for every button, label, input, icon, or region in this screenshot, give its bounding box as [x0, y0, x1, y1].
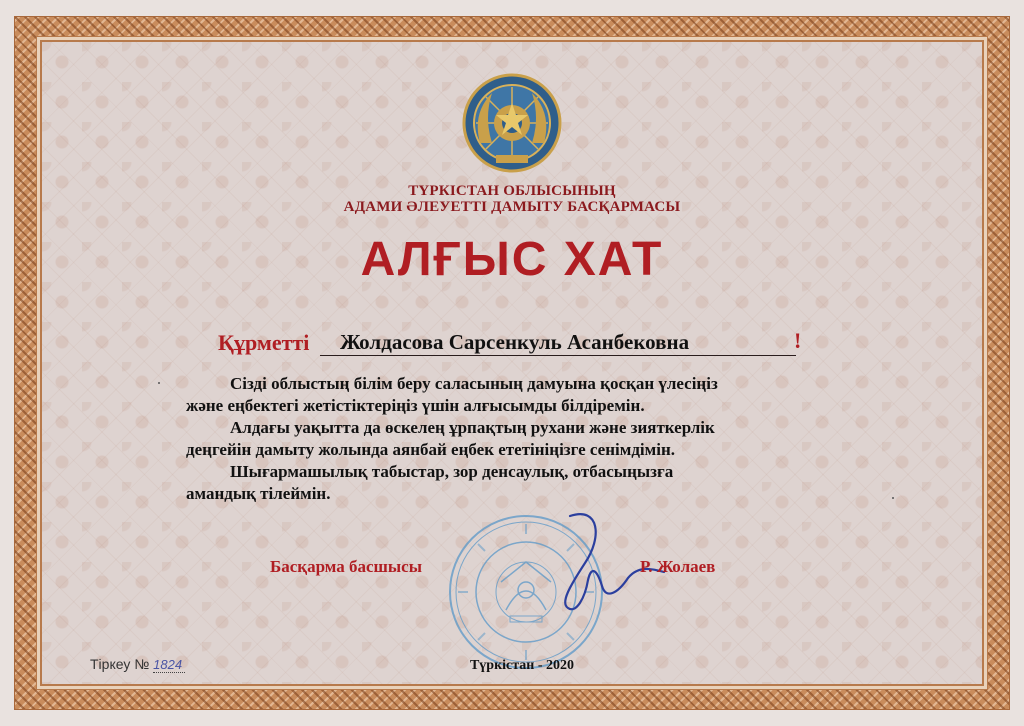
organization-line-1: ТҮРКІСТАН ОБЛЫСЫНЫҢ — [408, 183, 616, 199]
organization-line-2: АДАМИ ӘЛЕУЕТТІ ДАМЫТУ БАСҚАРМАСЫ — [343, 199, 681, 215]
place-and-year: Түркістан - 2020 — [469, 658, 575, 673]
body-line-1: Сізді облыстың білім беру саласының дамуына қосқан үлесіңіз — [230, 374, 718, 393]
body-line-2: және еңбектегі жетістіктеріңіз үшін алғысымды білдіремін. — [186, 396, 645, 415]
document-title: АЛҒЫС ХАТ — [360, 233, 664, 286]
body-line-3: Алдағы уақытта да өскелең ұрпақтың рухани және зияткерлік — [230, 418, 715, 437]
speck — [892, 497, 894, 499]
body-line-6: амандық тілеймін. — [186, 484, 331, 503]
salutation-word: Құрметті — [218, 330, 310, 355]
signatory-name: Р. Жолаев — [640, 557, 716, 576]
kazakhstan-state-emblem-icon — [462, 73, 562, 173]
signatory-title: Басқарма басшысы — [270, 557, 422, 576]
salutation-exclamation: ! — [794, 328, 802, 353]
body-line-5: Шығармашылық табыстар, зор денсаулық, отбасыңызға — [230, 462, 674, 481]
registration-label: Тіркеу № — [90, 656, 150, 672]
registration-number — [90, 656, 185, 673]
body-line-4: деңгейін дамыту жолында аянбай еңбек ететініңізге сенімдімін. — [186, 440, 675, 459]
name-underline — [320, 355, 796, 356]
recipient-name: Жолдасова Сарсенкуль Асанбековна — [340, 330, 690, 354]
registration-value: 1824 — [153, 657, 185, 673]
speck — [158, 382, 160, 384]
